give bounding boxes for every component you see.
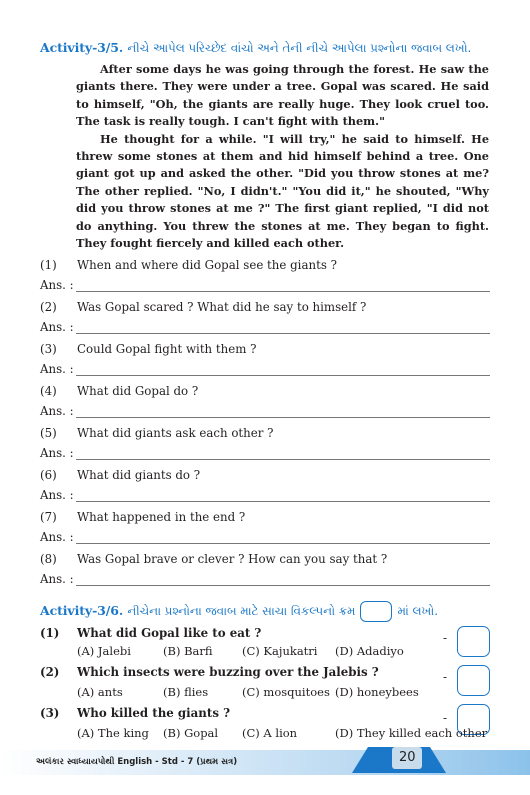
mcq-option[interactable]: (D) They killed each other (335, 726, 488, 740)
question-number: (7) (40, 510, 57, 524)
question-item (40, 342, 490, 362)
question-item (40, 468, 490, 488)
passage-paragraph: He thought for a while. "I will try," he said to himself. He threw some stones at them and hid himself behind a tree. One giant got up and asked the other. "Did you throw stones at me? The other replied. "No, I didn't." "You did it," he shouted, "Why did you throw stones at me ?" The first giant replied, "I did not do anything. You threw the stones at me. They began to fight. They fought fiercely and killed each other. (76, 131, 489, 251)
answer-line[interactable] (40, 530, 490, 546)
mcq-option[interactable]: (D) honeybees (335, 685, 419, 699)
question-item (40, 552, 490, 572)
mcq-option[interactable]: (A) Jalebi (77, 644, 131, 658)
mcq-answer-box[interactable] (457, 626, 490, 657)
answer-line[interactable] (40, 320, 490, 336)
answer-rule (76, 417, 490, 418)
question-number: (8) (40, 552, 57, 566)
answer-line[interactable] (40, 362, 490, 378)
answer-label: Ans. : (40, 446, 74, 460)
answer-rule (76, 459, 490, 460)
footer-book-title: અલંકાર સ્વાધ્યાયપોથી English - Std - 7 (પ્રથમ સત્ર) (36, 757, 238, 767)
activity-3-6-instruction: નીચેના પ્રશ્નોના જવાબ માટે સાચા વિકલ્પનો ક્રમ (127, 604, 356, 618)
question-text: Was Gopal scared ? What did he say to himself ? (77, 300, 367, 314)
answer-label: Ans. : (40, 572, 74, 586)
question-number: (3) (40, 342, 57, 356)
mcq-number: (2) (40, 665, 60, 679)
mcq-text: Which insects were buzzing over the Jalebis ? (77, 665, 379, 679)
passage-paragraph: After some days he was going through the forest. He saw the giants there. They were under a tree. Gopal was scared. He said to himself, "Oh, the giants are really huge. They look cruel too. The task is really tough. I can't fight with them." (76, 62, 489, 129)
question-number: (4) (40, 384, 57, 398)
page-number: 20 (399, 750, 416, 765)
answer-rule (76, 501, 490, 502)
answer-box-sample (360, 601, 392, 622)
answer-rule (76, 291, 490, 292)
answer-line[interactable] (40, 404, 490, 420)
answer-dash: - (443, 711, 448, 725)
activity-3-6-instruction-end: માં લખો. (397, 604, 438, 618)
activity-3-5-number: Activity-3/5. (40, 40, 124, 55)
mcq-option[interactable]: (C) A lion (242, 726, 298, 740)
mcq-option[interactable]: (D) Adadiyo (335, 644, 404, 658)
answer-line[interactable] (40, 278, 490, 294)
answer-line[interactable] (40, 488, 490, 504)
mcq-option[interactable]: (C) mosquitoes (242, 685, 330, 699)
reading-passage (76, 61, 489, 252)
mcq-text: Who killed the giants ? (77, 706, 230, 720)
question-text: What did giants ask each other ? (77, 426, 274, 440)
answer-line[interactable] (40, 446, 490, 462)
question-item (40, 258, 490, 278)
mcq-option[interactable]: (A) ants (77, 685, 123, 699)
answer-rule (76, 333, 490, 334)
question-text: Was Gopal brave or clever ? How can you say that ? (77, 552, 388, 566)
mcq-option[interactable]: (C) Kajukatri (242, 644, 318, 658)
answer-dash: - (443, 631, 448, 645)
mcq-number: (3) (40, 706, 60, 720)
mcq-option[interactable]: (B) flies (163, 685, 209, 699)
mcq-option[interactable]: (A) The king (77, 726, 149, 740)
mcq-option[interactable]: (B) Barfi (163, 644, 213, 658)
question-item (40, 384, 490, 404)
question-text: What did Gopal do ? (77, 384, 199, 398)
question-number: (6) (40, 468, 57, 482)
question-text: When and where did Gopal see the giants ? (77, 258, 337, 272)
mcq-answer-box[interactable] (457, 665, 490, 696)
answer-label: Ans. : (40, 320, 74, 334)
page-footer (0, 750, 530, 775)
question-number: (1) (40, 258, 57, 272)
answer-rule (76, 585, 490, 586)
mcq-number: (1) (40, 626, 60, 640)
answer-rule (76, 543, 490, 544)
answer-label: Ans. : (40, 530, 74, 544)
mcq-option[interactable]: (B) Gopal (163, 726, 219, 740)
question-text: What happened in the end ? (77, 510, 246, 524)
question-text: What did giants do ? (77, 468, 201, 482)
answer-label: Ans. : (40, 362, 74, 376)
question-item (40, 300, 490, 320)
answer-rule (76, 375, 490, 376)
answer-label: Ans. : (40, 278, 74, 292)
question-number: (2) (40, 300, 57, 314)
activity-3-5-instruction: નીચે આપેલ પરિચ્છેદ વાંચો અને તેની નીચે આપેલા પ્રશ્નોના જવાબ લખો. (127, 41, 472, 55)
answer-dash: - (443, 670, 448, 684)
activity-3-5-heading (40, 40, 471, 56)
question-item (40, 510, 490, 530)
activity-3-6-heading (40, 601, 438, 622)
question-number: (5) (40, 426, 57, 440)
question-text: Could Gopal fight with them ? (77, 342, 257, 356)
answer-label: Ans. : (40, 488, 74, 502)
answer-line[interactable] (40, 572, 490, 588)
question-item (40, 426, 490, 446)
answer-label: Ans. : (40, 404, 74, 418)
mcq-text: What did Gopal like to eat ? (77, 626, 262, 640)
activity-3-6-number: Activity-3/6. (40, 603, 124, 618)
